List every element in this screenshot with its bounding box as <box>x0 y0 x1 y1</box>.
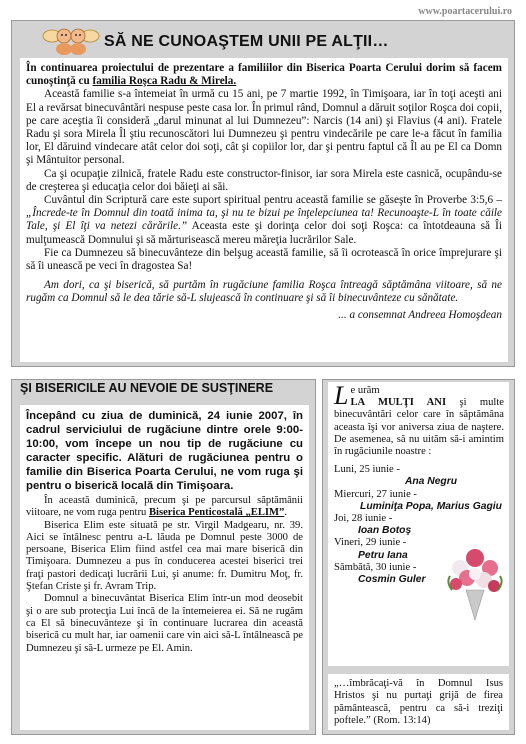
birthdays-intro <box>334 381 504 458</box>
intro-end: şi multe binecuvântări celor care în săptămâna aceasta îşi vor aniversa ziua de naştere. De asemenea, să nu uităm să-i amintim în rugăciunile noastre : <box>334 397 504 458</box>
scripture-end: Aceasta este şi dorinţa celor doi soţi Roşca: ca întotdeauna să Îi mulţumească Domnului şi să mărturisească mereu măreţia lucrărilor Sale. <box>26 220 502 246</box>
dropcap: L <box>334 381 349 410</box>
paragraph: Ca şi ocupaţie zilnică, fratele Radu este constructor-finisor, iar sora Mirela este casnică, ocupându-se de creşterea şi educaţia celor doi băieţi ai săi. <box>26 167 502 193</box>
paragraph: Această familie s-a întemeiat în urmă cu 15 ani, pe 7 martie 1992, în Timişoara, iar în toţi aceşti ani El a revărsat binecuvântări nespuse peste casa lor. În primul rând, Domnul a dăruit soţilor Roşca doi copii, pe care aceştia îi consideră „darul minunat al lui Dumnezeu”: Narcis (14 ani) şi Flavius (4 ani). Fratele Radu şi sora Mirela Îl ştiu recunoscători lui Dumnezeu şi pentru vindecările pe care le-a făcut în familia lor, El dăruind vindecare atât celor doi soţi, cât şi copiilor lor, dar şi pentru faptul că Îl au pe El ca Domn şi Mântuitor personal. <box>26 88 502 167</box>
paragraph: Fie ca Dumnezeu să binecuvânteze din belşug această familie, să îi ocrotească în orice împrejurare şi să îi unească pe veci în dragostea Sa! <box>26 246 502 273</box>
church-intro: În această duminică, precum şi pe parcursul săptămânii viitoare, ne vom ruga pentru <box>26 495 303 519</box>
article-intro <box>26 62 502 88</box>
schedule-name: Ioan Botoş <box>358 525 412 537</box>
prayer-request: Am dori, ca şi biserică, să purtăm în rugăciune familia Roşca întreagă săptămâna viitoare, să ne rugăm ca Domnul să le dea tărie să-L slujească în continuare şi să îi binecuvânteze cu sănătate. <box>26 279 502 305</box>
angels-icon <box>42 22 100 56</box>
paragraph-church <box>26 495 303 520</box>
schedule-name: Ana Negru <box>404 476 458 488</box>
scripture-intro: Cuvântul din Scriptură care este suport spiritual pentru această familie se găseşte în Proverbe 3:5,6 – <box>44 194 502 207</box>
flower-bouquet-icon <box>444 540 506 622</box>
church-name: Biserica Penticostală „ELIM” <box>148 507 285 519</box>
article-lead: Începând cu ziua de duminică, 24 iunie 2007, în cadrul serviciului de rugăciune dintre orele 9:00-10:00, vom începe un nou tip de rugăciune cu caracter specific. Alături de rugăciunea pentru o familie din Biserica Poarta Cerului, ne vom ruga şi pentru o biserică locală din Timişoara. <box>26 410 303 492</box>
schedule-day: Miercuri, 27 iunie - <box>334 488 417 500</box>
paragraph-scripture <box>26 194 502 247</box>
site-url: www.poartacerului.ro <box>418 6 512 17</box>
paragraph: Biserica Elim este situată pe str. Virgil Madgearu, nr. 39. Aici se întâlnesc pentru a-L lăuda pe Domnul peste 3000 de persoane, Biserica Elim fiind astfel cea mai mare biserică din Timişoara. Dumnezeu a pus în conducerea acestei biserici trei fraţi pastori dedicaţi lucrării Lui, şi anume: fr. Dumitru Moţ, fr. Ştefan Criste şi fr. Avram Trip. <box>26 519 303 593</box>
schedule-day: Vineri, 29 iunie - <box>334 537 407 549</box>
article-title-family: SĂ NE CUNOAŞTEM UNII PE ALŢII… <box>104 33 389 50</box>
author-signature: ... a consemnat Andreea Homoşdean <box>338 308 502 321</box>
schedule-day: Joi, 28 iunie - <box>334 513 393 525</box>
bible-verse: „…îmbrăcaţi-vă în Domnul Isus Hristos şi nu purtaţi grijă de firea pământească, pentru ca să-i treziţi poftele.” (Rom. 13:14) <box>334 678 503 726</box>
article-title-churches: ŞI BISERICILE AU NEVOIE DE SUSŢINERE <box>20 381 274 395</box>
birthday-greeting: LA MULŢI ANI <box>350 397 447 409</box>
scripture-quote: „Încrede-te în Domnul din toată inima ta, şi nu te bizui pe înţelepciunea ta! Recunoaşte-L în toate căile Tale, şi El îţi va netezi cărările.” <box>26 207 502 233</box>
article-body-churches <box>20 405 309 730</box>
bible-verse-panel <box>328 674 509 730</box>
schedule-day: Sâmbătă, 30 iunie - <box>334 561 417 573</box>
schedule-name: Petru Iana <box>358 549 408 561</box>
schedule-day: Luni, 25 iunie - <box>334 464 400 476</box>
article-body-family <box>20 58 508 362</box>
birthdays-panel <box>328 382 509 666</box>
schedule-name: Luminiţa Popa, Marius Gagiu <box>360 500 502 512</box>
schedule-name: Cosmin Guler <box>358 574 426 586</box>
paragraph: Domnul a binecuvântat Biserica Elim într-un mod deosebit şi o are sub protecţia Lui încă de la întemeierea ei. Să ne rugăm ca El să binecuvânteze şi în continuare lucrarea din această biserică cu mult har, iar oamenii care vin aici să-L întâlnească pe Dumnezeu şi să-L urmeze pe El. Amin. <box>26 593 303 654</box>
family-name: familia Roşca Radu & Mirela. <box>92 75 237 88</box>
intro-text: În continuarea proiectului de prezentare a familiilor din Biserica Poarta Cerului dorim să facem cunoştinţă cu <box>26 62 502 88</box>
intro-start: e urăm <box>350 385 380 396</box>
church-end: . <box>284 507 287 519</box>
